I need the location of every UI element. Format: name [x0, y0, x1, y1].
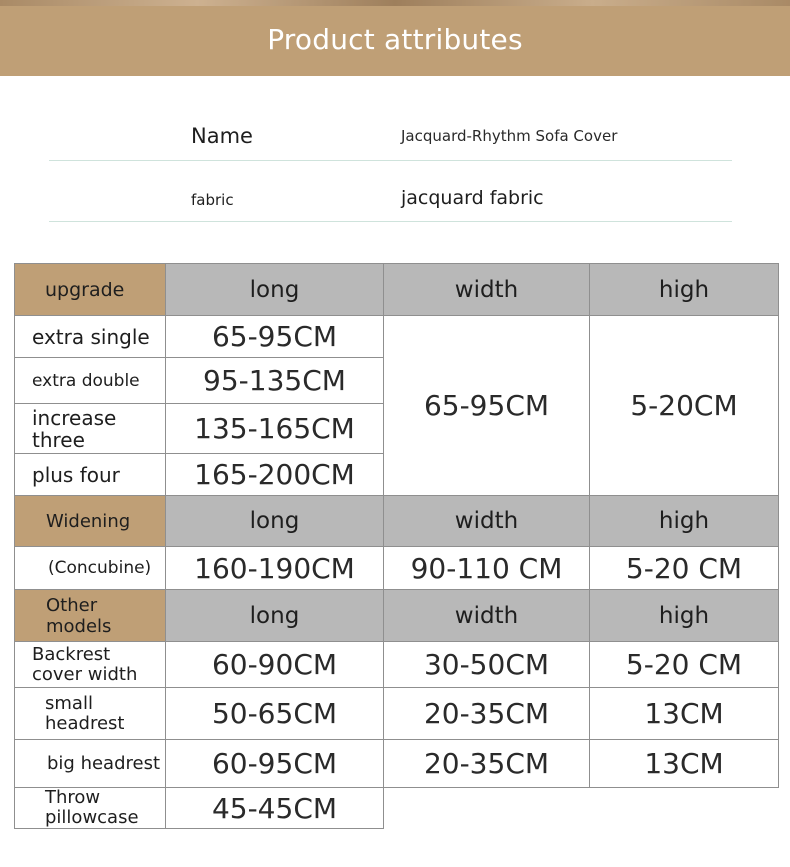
section-header-row	[15, 590, 779, 642]
row-label: Throw pillowcase	[15, 788, 166, 829]
section-label-other-models: Other models	[15, 590, 166, 642]
shared-width-value: 65-95CM	[384, 316, 590, 496]
table-row	[15, 642, 779, 688]
long-value: 50-65CM	[166, 688, 384, 740]
page-title: Product attributes	[267, 22, 523, 56]
row-label: plus four	[15, 454, 166, 496]
empty-cell	[384, 788, 779, 829]
section-label-upgrade: upgrade	[15, 264, 166, 316]
long-value: 60-95CM	[166, 740, 384, 788]
shared-high-value: 5-20CM	[590, 316, 779, 496]
table-row	[15, 740, 779, 788]
high-value: 13CM	[590, 688, 779, 740]
long-value: 45-45CM	[166, 788, 384, 829]
long-value: 165-200CM	[166, 454, 384, 496]
width-value: 90-110 CM	[384, 547, 590, 590]
section-header-row	[15, 264, 779, 316]
column-header-long: long	[166, 590, 384, 642]
long-value: 60-90CM	[166, 642, 384, 688]
table-row	[15, 688, 779, 740]
row-label: (Concubine)	[15, 547, 166, 590]
row-label: big headrest	[15, 740, 166, 788]
width-value: 20-35CM	[384, 688, 590, 740]
long-value: 65-95CM	[166, 316, 384, 358]
high-value: 5-20 CM	[590, 547, 779, 590]
row-label: extra single	[15, 316, 166, 358]
column-header-width: width	[384, 264, 590, 316]
row-label: Backrest cover width	[15, 642, 166, 688]
attribute-row-name	[49, 100, 732, 161]
row-label: increase three	[15, 404, 166, 454]
width-value: 30-50CM	[384, 642, 590, 688]
column-header-long: long	[166, 496, 384, 547]
long-value: 95-135CM	[166, 358, 384, 404]
size-table	[14, 263, 779, 829]
long-value: 160-190CM	[166, 547, 384, 590]
column-header-long: long	[166, 264, 384, 316]
table-row	[15, 788, 779, 829]
row-label: small headrest	[15, 688, 166, 740]
attribute-value: Jacquard-Rhythm Sofa Cover	[401, 127, 618, 145]
header-banner	[0, 0, 790, 76]
column-header-width: width	[384, 590, 590, 642]
attribute-label: Name	[191, 124, 253, 148]
high-value: 13CM	[590, 740, 779, 788]
attribute-label: fabric	[191, 191, 234, 209]
long-value: 135-165CM	[166, 404, 384, 454]
section-label-widening: Widening	[15, 496, 166, 547]
attribute-value: jacquard fabric	[401, 187, 544, 209]
attribute-row-fabric	[49, 161, 732, 222]
column-header-width: width	[384, 496, 590, 547]
column-header-high: high	[590, 496, 779, 547]
table-row	[15, 316, 779, 358]
row-label: extra double	[15, 358, 166, 404]
width-value: 20-35CM	[384, 740, 590, 788]
section-header-row	[15, 496, 779, 547]
column-header-high: high	[590, 264, 779, 316]
high-value: 5-20 CM	[590, 642, 779, 688]
column-header-high: high	[590, 590, 779, 642]
table-row	[15, 547, 779, 590]
